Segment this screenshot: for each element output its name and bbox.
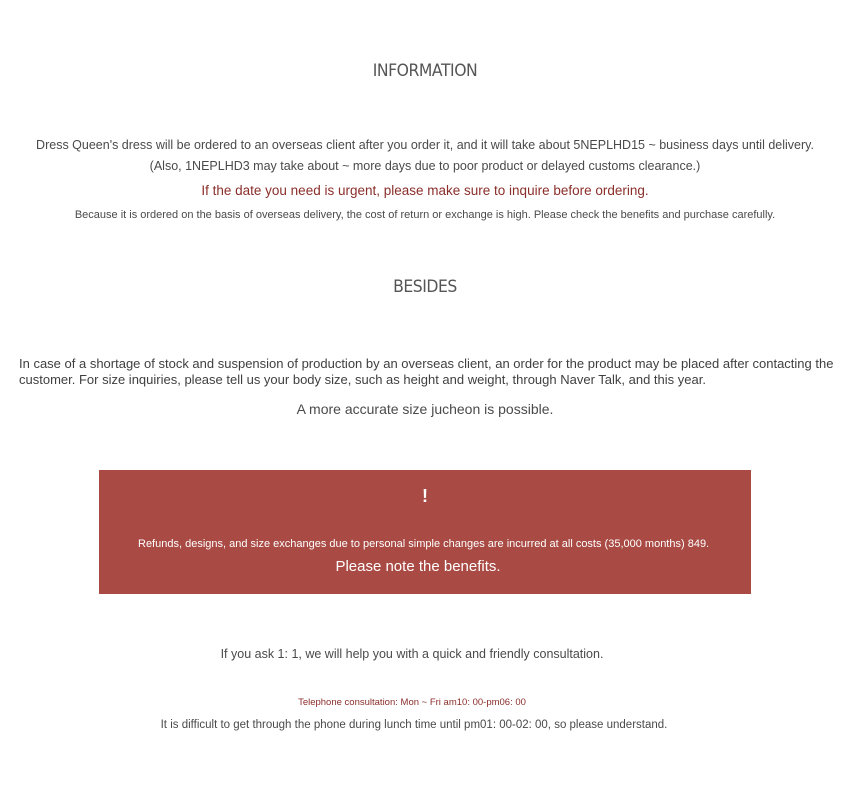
phone-hours: Telephone consultation: Mon ~ Fri am10: 00-pm06: 00: [298, 697, 526, 708]
return-cost-note: Because it is ordered on the basis of overseas delivery, the cost of return or exchange is high. Please check the benefits and purchase carefully.: [74, 209, 776, 221]
delay-note-text: (Also, 1NEPLHD3 may take about ~ more days due to poor product or delayed customs clearance.): [149, 159, 701, 173]
notice-emphasis: Please note the benefits.: [335, 558, 501, 575]
accurate-size-text: A more accurate size jucheon is possible.: [296, 401, 554, 417]
urgent-inquiry-text: If the date you need is urgent, please make sure to inquire before ordering.: [201, 183, 649, 198]
exclamation-icon: !: [422, 486, 428, 506]
information-title: INFORMATION: [372, 61, 478, 81]
consultation-intro: If you ask 1: 1, we will help you with a quick and friendly consultation.: [220, 647, 604, 661]
delivery-time-text: Dress Queen's dress will be ordered to an overseas client after you order it, and it will take about 5NEPLHD15 ~ business days until delivery.: [36, 138, 814, 152]
notice-box: [99, 470, 751, 594]
notice-text: Refunds, designs, and size exchanges due to personal simple changes are incurred at all costs (35,000 months) 849.: [138, 538, 710, 550]
lunch-time-note: It is difficult to get through the phone during lunch time until pm01: 00-02: 00, so please understand.: [160, 719, 668, 731]
besides-title: BESIDES: [393, 277, 457, 297]
besides-paragraph: In case of a shortage of stock and suspension of production by an overseas client, an order for the product may be placed after contacting the customer. For size inquiries, please tell us your body size, such as height and weight, through Naver Talk, and this year.: [19, 356, 834, 387]
